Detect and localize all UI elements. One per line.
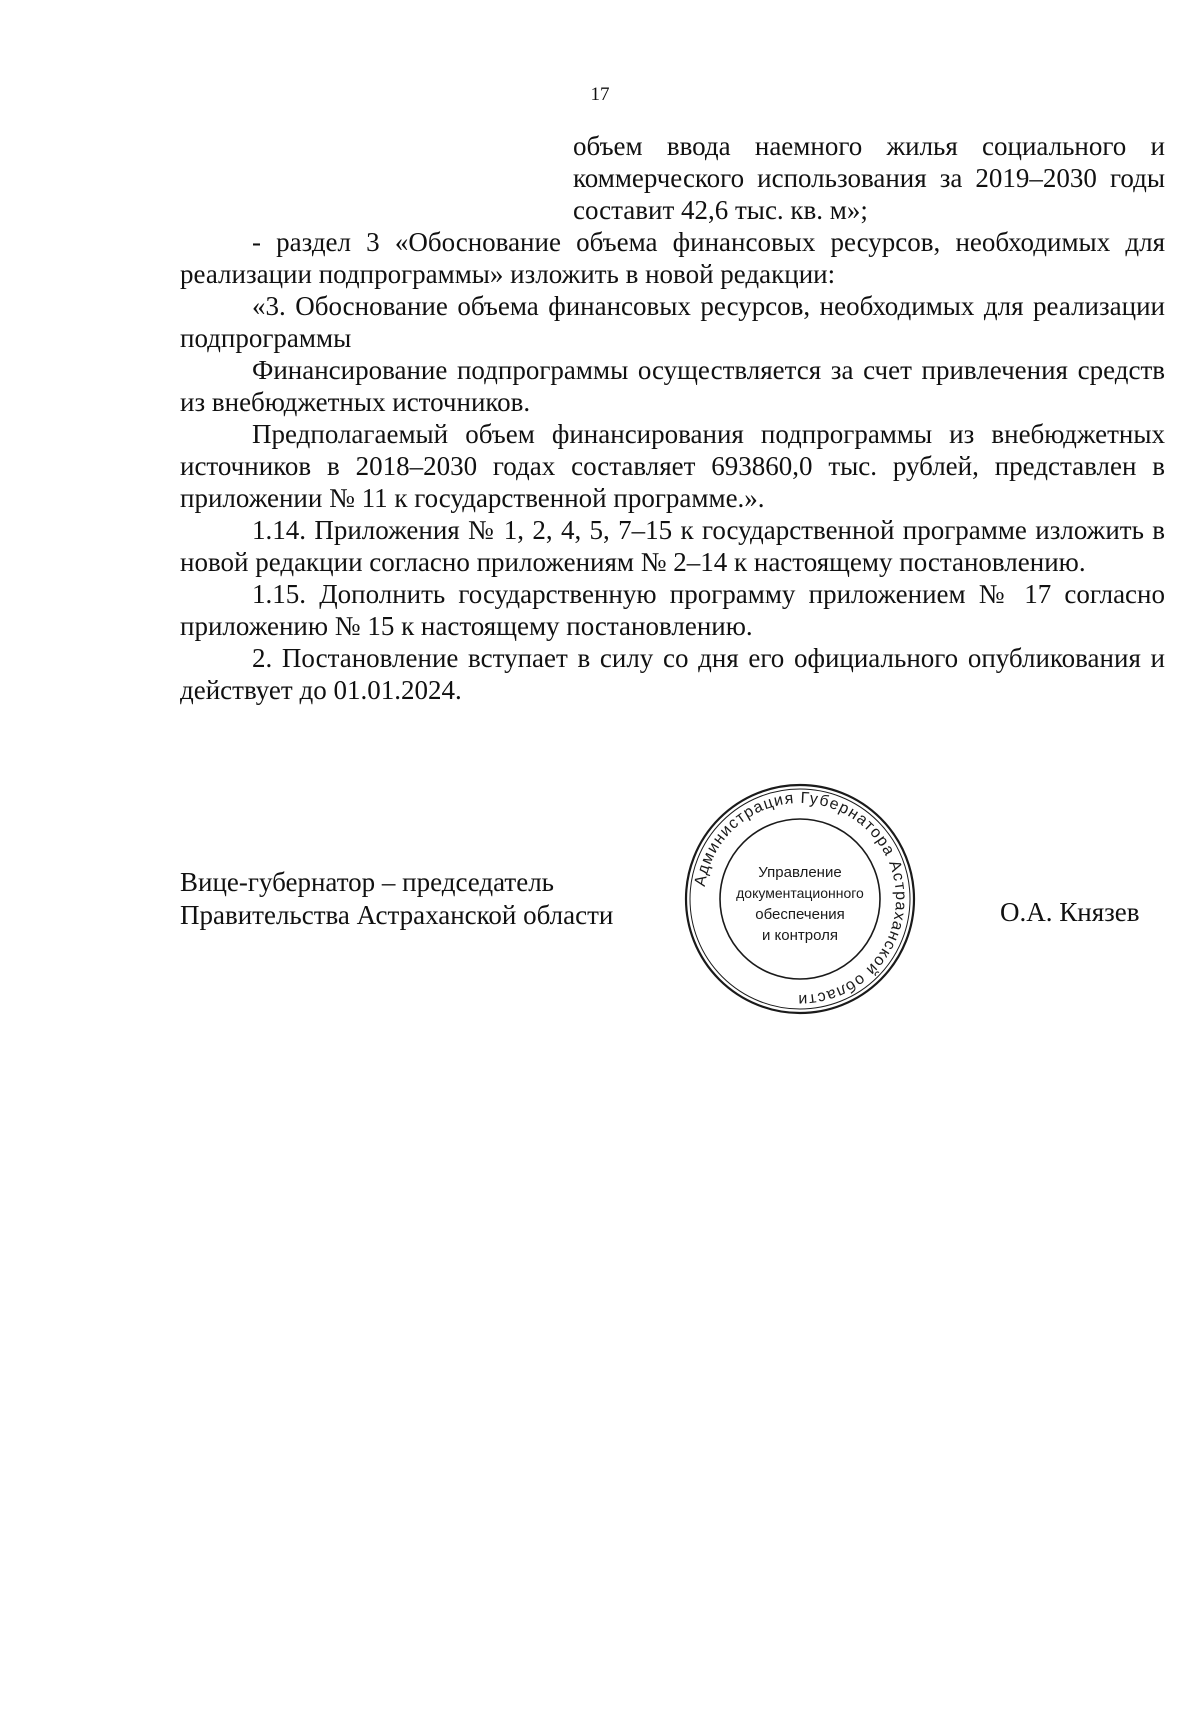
paragraph-housing-volume: объем ввода наемного жилья социального и коммерческого использования за 2019–2030 годы составит 42,6 тыс. кв. м»; bbox=[573, 131, 1165, 225]
paragraph-financing-source: Финансирование подпрограммы осуществляется за счет привлечения средств из внебюджетных источников. bbox=[180, 355, 1165, 417]
seal-line-3: обеспечения bbox=[755, 906, 845, 923]
paragraph-section-3-heading: «3. Обоснование объема финансовых ресурсов, необходимых для реализации подпрограммы bbox=[180, 291, 1165, 353]
document-body bbox=[180, 130, 1165, 706]
paragraph-financing-volume: Предполагаемый объем финансирования подпрограммы из внебюджетных источников в 2018–2030 годах составляет 693860,0 тыс. рублей, представлен в приложении № 11 к государственной программе.». bbox=[180, 419, 1165, 513]
seal-line-1: Управление bbox=[758, 864, 842, 881]
paragraph-1-14: 1.14. Приложения № 1, 2, 4, 5, 7–15 к государственной программе изложить в новой редакции согласно приложениям № 2–14 к настоящему постановлению. bbox=[180, 515, 1165, 577]
seal-line-2: документационного bbox=[736, 885, 864, 901]
seal-ring-text: Администрация Губернатора Астраханской области bbox=[691, 789, 910, 1009]
signatory-title bbox=[180, 866, 660, 932]
page-number: 17 bbox=[590, 84, 610, 105]
official-seal bbox=[683, 782, 917, 1016]
seal-line-4: и контроля bbox=[761, 927, 839, 944]
signatory-name: О.А. Князев bbox=[1000, 897, 1140, 927]
paragraph-section-3-edit: - раздел 3 «Обоснование объема финансовых ресурсов, необходимых для реализации подпрограммы» изложить в новой редакции: bbox=[180, 227, 1165, 289]
signatory-title-line-2: Правительства Астраханской области bbox=[180, 900, 614, 930]
signatory-title-line-1: Вице-губернатор – председатель bbox=[180, 867, 554, 897]
paragraph-2-effective: 2. Постановление вступает в силу со дня его официального опубликования и действует до 01.01.2024. bbox=[180, 643, 1165, 705]
paragraph-1-15: 1.15. Дополнить государственную программу приложением № 17 согласно приложению № 15 к настоящему постановлению. bbox=[180, 579, 1165, 641]
